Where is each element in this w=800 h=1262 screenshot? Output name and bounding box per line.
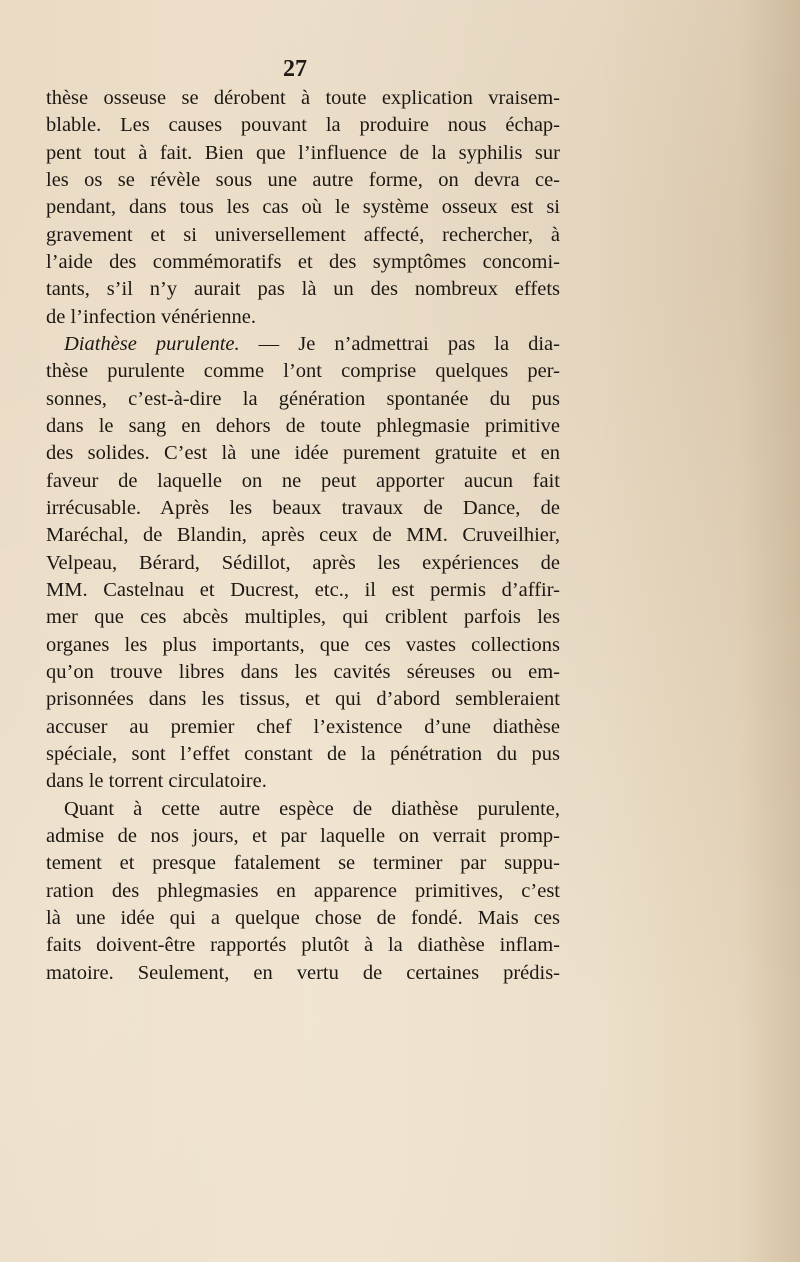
text-line: les os se révèle sous une autre forme, on devra ce- <box>46 168 560 191</box>
text-line: prisonnées dans les tissus, et qui d’abord sembleraient <box>46 688 560 711</box>
text-line: irrécusable. Après les beaux travaux de Dance, de <box>46 496 560 519</box>
text-line: accuser au premier chef l’existence d’une diathèse <box>46 715 560 738</box>
text-fragment: — Je n’admettrai pas la dia- <box>239 332 560 355</box>
body-text <box>46 85 560 987</box>
text-line: matoire. Seulement, en vertu de certaines prédis- <box>46 961 560 984</box>
text-line: thèse purulente comme l’ont comprise quelques per- <box>46 360 560 383</box>
text-line: dans le torrent circulatoire. <box>46 770 267 793</box>
text-line: pent tout à fait. Bien que l’influence de la syphilis sur <box>46 141 560 164</box>
text-line: MM. Castelnau et Ducrest, etc., il est permis d’affir- <box>46 578 560 601</box>
text-line: tement et presque fatalement se terminer par suppu- <box>46 852 560 875</box>
text-line: qu’on trouve libres dans les cavités séreuses ou em- <box>46 660 560 683</box>
text-line: là une idée qui a quelque chose de fondé. Mais ces <box>46 906 560 929</box>
text-line: tants, s’il n’y aurait pas là un des nombreux effets <box>46 278 560 301</box>
text-line: Velpeau, Bérard, Sédillot, après les expériences de <box>46 551 560 574</box>
paragraph-first-line <box>46 331 560 358</box>
text-line: de l’infection vénérienne. <box>46 305 257 328</box>
text-line: thèse osseuse se dérobent à toute explication vraisem- <box>46 87 560 109</box>
text-line: admise de nos jours, et par laquelle on verrait promp- <box>46 824 560 847</box>
page-edge-shadow <box>740 0 800 1262</box>
page-number: 27 <box>283 56 307 82</box>
text-line: Maréchal, de Blandin, après ceux de MM. Cruveilhier, <box>46 524 560 547</box>
text-line: mer que ces abcès multiples, qui criblent parfois les <box>46 606 560 629</box>
text-line: dans le sang en dehors de toute phlegmasie primitive <box>46 414 560 437</box>
text-line: faveur de laquelle on ne peut apporter aucun fait <box>46 469 560 492</box>
text-line: des solides. C’est là une idée purement gratuite et en <box>46 442 560 465</box>
text-line: spéciale, sont l’effet constant de la pénétration du pus <box>46 742 560 765</box>
section-heading: Diathèse purulente. <box>64 332 240 355</box>
text-line: pendant, dans tous les cas où le système osseux est si <box>46 196 560 219</box>
text-line: organes les plus importants, que ces vastes collections <box>46 633 560 656</box>
text-line: faits doivent-être rapportés plutôt à la diathèse inflam- <box>46 934 560 957</box>
text-line: gravement et si universellement affecté, rechercher, à <box>46 223 560 246</box>
text-line: ration des phlegmasies en apparence primitives, c’est <box>46 879 560 902</box>
text-line: sonnes, c’est-à-dire la génération spontanée du pus <box>46 387 560 410</box>
text-line: l’aide des commémoratifs et des symptômes concomi- <box>46 250 560 273</box>
paragraph-first-line: Quant à cette autre espèce de diathèse purulente, <box>64 797 560 820</box>
text-line: blable. Les causes pouvant la produire nous échap- <box>46 114 560 137</box>
